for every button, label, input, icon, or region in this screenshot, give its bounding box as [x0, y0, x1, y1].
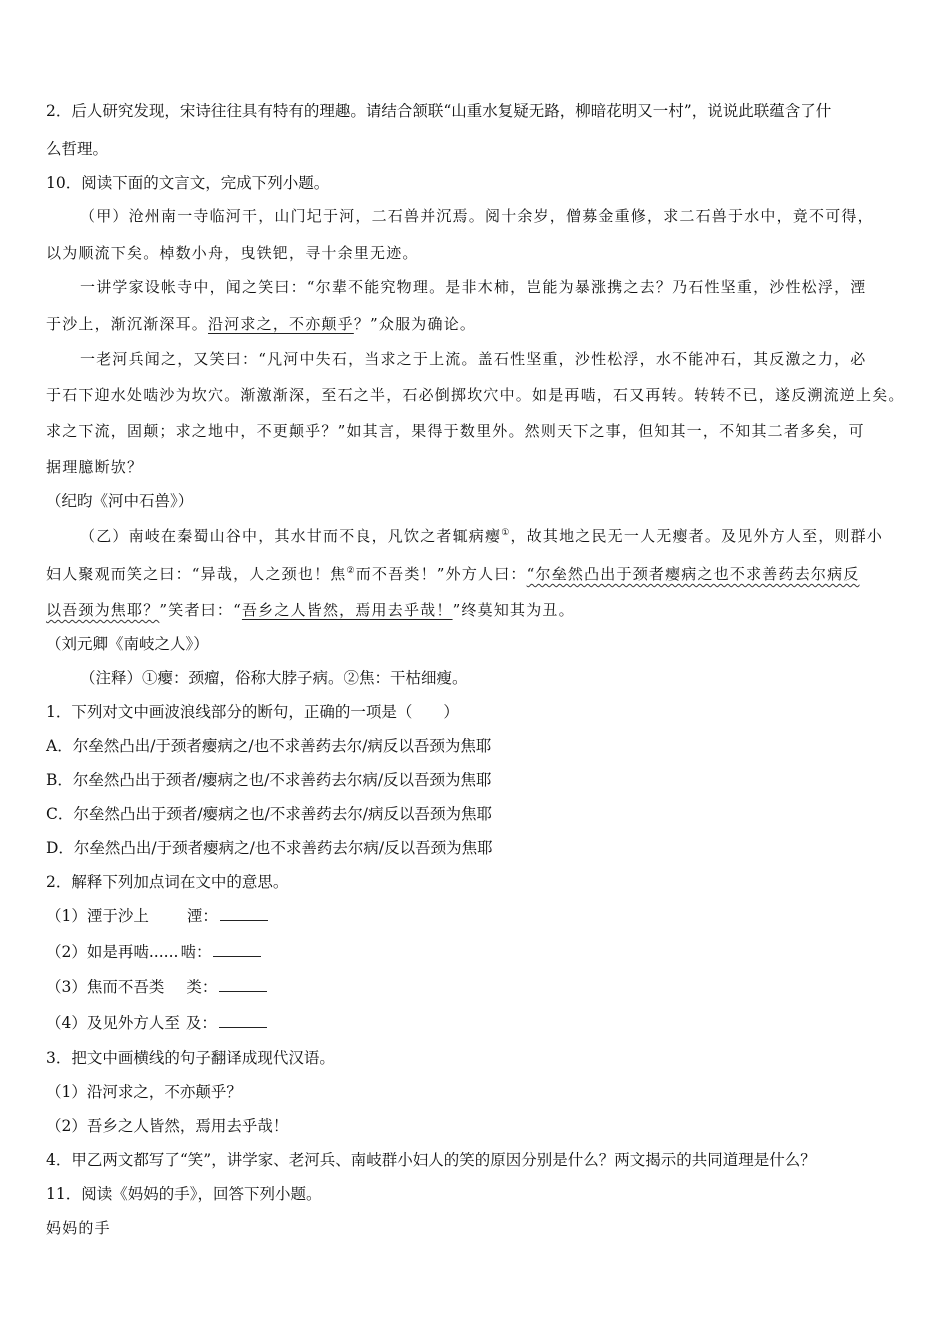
passage-a-line-3: 一讲学家设帐寺中，闻之笑曰：“尔辈不能究物理。是非木柿，岂能为暴涨携之去？乃石性坚重，沙性松浮，湮 — [80, 278, 867, 296]
option-a: A．尔垒然凸出/于颈者瘿病之/也不求善药去尔/病反以吾颈为焦耶 — [46, 737, 492, 755]
annotation-note: （注释）①瘿：颈瘤，俗称大脖子病。②焦：干枯细瘦。 — [80, 669, 468, 687]
wavy-underlined-passage: “尔垒然凸出于颈者瘿病之也不求善药去尔病反 — [526, 565, 860, 583]
word-item-phrase: （3）焦而不吾类 — [46, 978, 165, 996]
footnote-marker-2: ② — [346, 566, 356, 576]
question-1-stem: 1．下列对文中画波浪线部分的断句，正确的一项是（ ） — [46, 703, 459, 721]
question-2-stem: 2．解释下列加点词在文中的意思。 — [46, 873, 289, 891]
text-segment: ，故其地之民无一人无瘿者。及见外方人至，则群小 — [510, 527, 884, 545]
word-item-3 — [46, 976, 267, 998]
passage-b-line-3 — [46, 599, 575, 621]
passage-title: 妈妈的手 — [46, 1219, 111, 1237]
underlined-sentence-2: 吾乡之人皆然，焉用去乎哉！ — [241, 601, 453, 619]
underlined-sentence-1: 沿河求之，不亦颠乎 — [208, 315, 354, 333]
option-d: D．尔垒然凸出/于颈者瘿病之/也不求善药去尔病/反以吾颈为焦耶 — [46, 839, 493, 857]
passage-b-line-2 — [46, 563, 860, 585]
answer-blank[interactable] — [213, 942, 261, 957]
text-segment: 而不吾类！”外方人曰： — [355, 565, 527, 583]
word-item-label: 类： — [186, 978, 218, 996]
answer-blank[interactable] — [219, 1013, 267, 1028]
section-11-heading: 11．阅读《妈妈的手》，回答下列小题。 — [46, 1185, 322, 1203]
text-segment: 于沙上，渐沉渐深耳。 — [46, 315, 209, 333]
translation-item-1: （1）沿河求之，不亦颠乎？ — [46, 1083, 242, 1101]
word-item-2 — [46, 941, 261, 963]
passage-a-line-8: 据理臆断欤？ — [46, 458, 144, 476]
section-10-heading: 10．阅读下面的文言文，完成下列小题。 — [46, 174, 330, 192]
text-segment: ”笑者曰：“ — [159, 601, 242, 619]
word-item-4 — [46, 1012, 267, 1034]
word-item-phrase: （1）湮于沙上 — [46, 907, 149, 925]
word-item-label: 啮： — [180, 943, 212, 961]
passage-a-line-2: 以为顺流下矣。棹数小舟，曳铁钯，寻十余里无迹。 — [46, 244, 419, 262]
question-2-line-1: 2．后人研究发现，宋诗往往具有特有的理趣。请结合颔联“山重水复疑无路，柳暗花明又一村”，说说此联蕴含了什 — [46, 102, 832, 120]
passage-a-line-1: （甲）沧州南一寺临河干，山门圮于河，二石兽并沉焉。阅十余岁，僧募金重修，求二石兽于水中，竟不可得， — [80, 207, 874, 225]
option-b: B．尔垒然凸出于颈者/瘿病之也/不求善药去尔病/反以吾颈为焦耶 — [46, 771, 492, 789]
option-c: C．尔垒然凸出于颈者/瘿病之也/不求善药去尔/病反以吾颈为焦耶 — [46, 805, 493, 823]
passage-a-line-7: 求之下流，固颠；求之地中，不更颠乎？”如其言，果得于数里外。然则天下之事，但知其一，不知其二者多矣，可 — [46, 422, 865, 440]
text-segment: 妇人聚观而笑之曰：“异哉，人之颈也！焦 — [46, 565, 347, 583]
translation-item-2: （2）吾乡之人皆然，焉用去乎哉！ — [46, 1117, 289, 1135]
passage-a-source: （纪昀《河中石兽》） — [46, 492, 194, 510]
passage-a-line-4 — [46, 313, 476, 335]
text-segment: ？”众服为确论。 — [353, 315, 477, 333]
text-segment: （乙）南岐在秦蜀山谷中，其水甘而不良，凡饮之者辄病瘿 — [80, 527, 502, 545]
word-item-label: 及： — [185, 1014, 217, 1032]
question-3-stem: 3．把文中画横线的句子翻译成现代汉语。 — [46, 1049, 335, 1067]
emphasis-dots: ...... — [148, 943, 179, 961]
word-item-1 — [46, 905, 268, 927]
passage-b-source: （刘元卿《南岐之人》） — [46, 635, 209, 653]
word-item-phrase: （2）如是再啮 — [46, 943, 149, 961]
passage-a-line-6: 于石下迎水处啮沙为坎穴。渐激渐深，至石之半，石必倒掷坎穴中。如是再啮，石又再转。转转不已，遂反溯流逆上矣。 — [46, 386, 905, 404]
question-2-line-2: 么哲理。 — [46, 140, 109, 158]
answer-blank[interactable] — [219, 977, 267, 992]
text-segment: ”终莫知其为丑。 — [452, 601, 575, 619]
answer-blank[interactable] — [220, 906, 268, 921]
word-item-label: 湮： — [186, 907, 218, 925]
wavy-underlined-passage-end: 以吾颈为焦耶？ — [46, 601, 160, 619]
passage-a-line-5: 一老河兵闻之，又笑曰：“凡河中失石，当求之于上流。盖石性坚重，沙性松浮，水不能冲石，其反激之力，必 — [80, 350, 867, 368]
footnote-marker-1: ① — [501, 528, 511, 538]
question-4-stem: 4．甲乙两文都写了“笑”，讲学家、老河兵、南岐群小妇人的笑的原因分别是什么？两文揭示的共同道理是什么？ — [46, 1151, 816, 1169]
word-item-phrase: （4）及见外方人至 — [46, 1014, 180, 1032]
passage-b-line-1 — [80, 525, 883, 547]
